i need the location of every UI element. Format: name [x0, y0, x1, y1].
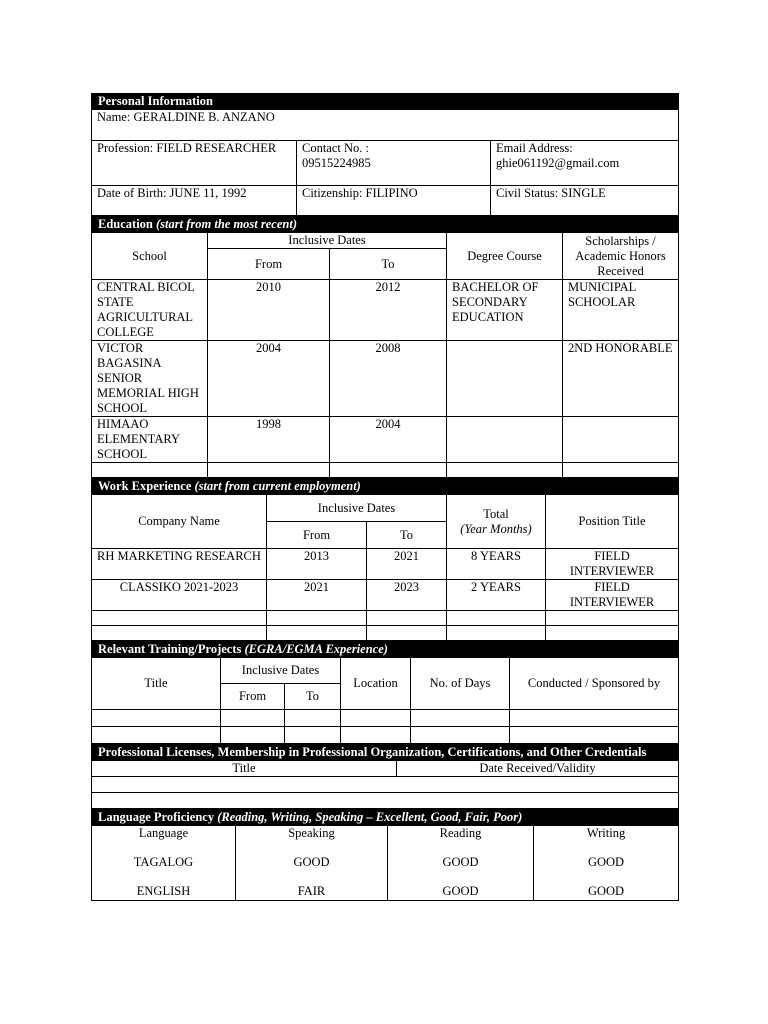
- table-row-empty: [92, 626, 679, 641]
- degree-cell: [447, 341, 563, 417]
- language-cell: TAGALOG: [92, 855, 236, 884]
- table-row-empty: [92, 777, 679, 793]
- col-to: To: [367, 522, 447, 549]
- school-cell: CENTRAL BICOL STATE AGRICULTURAL COLLEGE: [92, 280, 208, 341]
- training-header: Relevant Training/Projects (EGRA/EGMA Experience): [92, 642, 679, 658]
- to-cell: 2012: [330, 280, 447, 341]
- col-title: Title: [92, 761, 397, 777]
- col-to: To: [285, 684, 341, 710]
- table-row: [92, 549, 679, 580]
- writing-cell: GOOD: [534, 884, 679, 901]
- from-cell: 2004: [208, 341, 330, 417]
- honors-cell: [563, 417, 679, 463]
- contact-value: 09515224985: [302, 156, 371, 170]
- table-row: [92, 341, 679, 417]
- email-label: Email Address:: [496, 141, 573, 155]
- table-row-empty: [92, 611, 679, 626]
- licenses-table: [91, 744, 679, 809]
- personal-info-table: [91, 93, 679, 216]
- reading-cell: GOOD: [388, 855, 534, 884]
- degree-cell: [447, 417, 563, 463]
- position-cell: FIELD INTERVIEWER: [546, 580, 679, 611]
- table-row-empty: [92, 463, 679, 478]
- col-inclusive-dates: Inclusive Dates: [208, 233, 447, 249]
- col-writing: Writing: [534, 826, 679, 855]
- email-field: [491, 141, 679, 186]
- contact-label: Contact No. :: [302, 141, 370, 155]
- col-days: No. of Days: [411, 658, 510, 710]
- personal-info-header: Personal Information: [92, 94, 679, 110]
- col-school: School: [92, 233, 208, 280]
- school-cell: HIMAAO ELEMENTARY SCHOOL: [92, 417, 208, 463]
- language-header: Language Proficiency (Reading, Writing, Speaking – Excellent, Good, Fair, Poor): [92, 810, 679, 826]
- to-cell: 2008: [330, 341, 447, 417]
- training-table: [91, 641, 679, 744]
- language-cell: ENGLISH: [92, 884, 236, 901]
- col-from: From: [221, 684, 285, 710]
- work-table: [91, 478, 679, 641]
- col-reading: Reading: [388, 826, 534, 855]
- table-row: [92, 417, 679, 463]
- col-language: Language: [92, 826, 236, 855]
- table-row-empty: [92, 710, 679, 727]
- language-table: [91, 809, 679, 901]
- col-inclusive-dates: Inclusive Dates: [267, 495, 447, 522]
- col-title: Title: [92, 658, 221, 710]
- total-cell: 8 YEARS: [447, 549, 546, 580]
- school-cell: VICTOR BAGASINA SENIOR MEMORIAL HIGH SCHOOL: [92, 341, 208, 417]
- from-cell: 2021: [267, 580, 367, 611]
- total-cell: 2 YEARS: [447, 580, 546, 611]
- work-header: Work Experience (start from current employment): [92, 479, 679, 495]
- education-header: Education (start from the most recent): [92, 217, 679, 233]
- col-company: Company Name: [92, 495, 267, 549]
- writing-cell: GOOD: [534, 855, 679, 884]
- col-sponsor: Conducted / Sponsored by: [510, 658, 679, 710]
- col-location: Location: [341, 658, 411, 710]
- from-cell: 2013: [267, 549, 367, 580]
- col-speaking: Speaking: [236, 826, 388, 855]
- email-value: ghie061192@gmail.com: [496, 156, 620, 170]
- col-from: From: [267, 522, 367, 549]
- honors-cell: 2ND HONORABLE: [563, 341, 679, 417]
- speaking-cell: FAIR: [236, 884, 388, 901]
- to-cell: 2023: [367, 580, 447, 611]
- col-to: To: [330, 249, 447, 280]
- name-field: Name: GERALDINE B. ANZANO: [92, 110, 679, 141]
- position-cell: FIELD INTERVIEWER: [546, 549, 679, 580]
- table-row: [92, 580, 679, 611]
- resume-form: [91, 93, 678, 901]
- col-total: Total (Year Months): [447, 495, 546, 549]
- col-honors: Scholarships / Academic Honors Received: [563, 233, 679, 280]
- table-row: [92, 884, 679, 901]
- reading-cell: GOOD: [388, 884, 534, 901]
- speaking-cell: GOOD: [236, 855, 388, 884]
- table-row-empty: [92, 793, 679, 809]
- education-table: [91, 216, 679, 478]
- col-from: From: [208, 249, 330, 280]
- from-cell: 1998: [208, 417, 330, 463]
- company-cell: CLASSIKO 2021-2023: [92, 580, 267, 611]
- degree-cell: BACHELOR OF SECONDARY EDUCATION: [447, 280, 563, 341]
- dob-field: Date of Birth: JUNE 11, 1992: [92, 186, 297, 216]
- table-row: [92, 855, 679, 884]
- table-row: [92, 280, 679, 341]
- col-inclusive-dates: Inclusive Dates: [221, 658, 341, 684]
- honors-cell: MUNICIPAL SCHOOLAR: [563, 280, 679, 341]
- to-cell: 2004: [330, 417, 447, 463]
- civil-status-field: Civil Status: SINGLE: [491, 186, 679, 216]
- col-date-received: Date Received/Validity: [397, 761, 679, 777]
- to-cell: 2021: [367, 549, 447, 580]
- contact-field: [297, 141, 491, 186]
- col-degree: Degree Course: [447, 233, 563, 280]
- licenses-header: Professional Licenses, Membership in Professional Organization, Certifications, and Other Credentials: [92, 745, 679, 761]
- company-cell: RH MARKETING RESEARCH: [92, 549, 267, 580]
- citizenship-field: Citizenship: FILIPINO: [297, 186, 491, 216]
- col-position: Position Title: [546, 495, 679, 549]
- from-cell: 2010: [208, 280, 330, 341]
- profession-field: Profession: FIELD RESEARCHER: [92, 141, 297, 186]
- table-row-empty: [92, 727, 679, 744]
